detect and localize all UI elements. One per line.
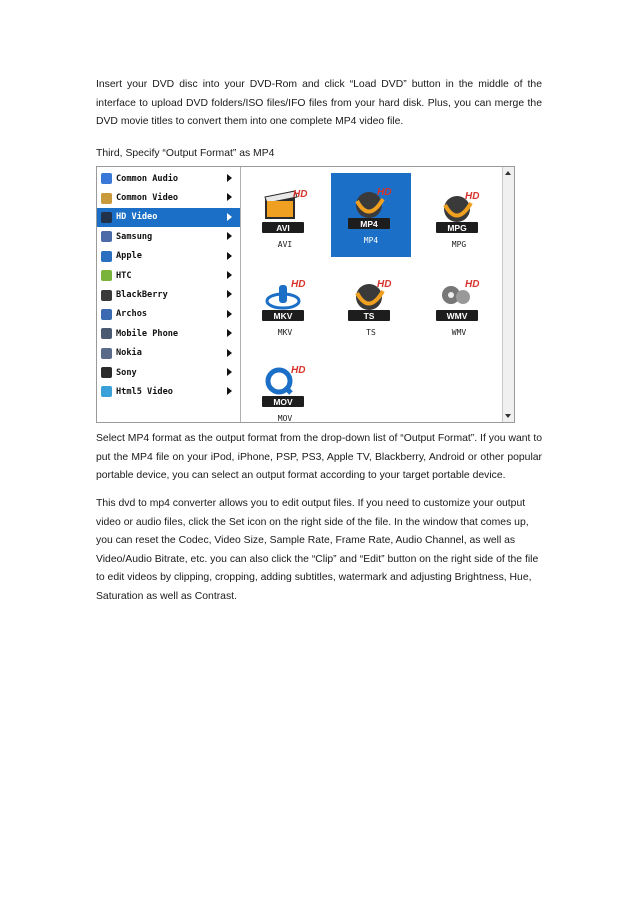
scroll-down-arrow-icon[interactable] [505, 414, 511, 418]
mobile-phone-icon [101, 328, 112, 339]
menu-item-label: Apple [116, 251, 142, 262]
film-reel-icon [433, 187, 485, 237]
chevron-right-icon [227, 387, 232, 395]
format-badge-text: MP4 [360, 219, 378, 229]
menu-item-hd-video[interactable] [97, 208, 240, 227]
output-format-screenshot [96, 166, 515, 423]
format-grid [243, 167, 501, 422]
menu-item-label: HD Video [116, 212, 158, 223]
nokia-icon [101, 348, 112, 359]
projector-reel-icon [433, 275, 485, 325]
chevron-right-icon [227, 349, 232, 357]
scroll-up-arrow-icon[interactable] [505, 171, 511, 175]
menu-item-archos[interactable] [97, 305, 240, 324]
music-note-icon [101, 173, 112, 184]
format-badge-text: MOV [273, 397, 293, 407]
blackberry-icon [101, 290, 112, 301]
chevron-right-icon [227, 174, 232, 182]
phone-icon [101, 231, 112, 242]
menu-item-label: Html5 Video [116, 386, 173, 397]
menu-item-common-audio[interactable] [97, 169, 240, 188]
chevron-right-icon [227, 271, 232, 279]
menu-item-label: HTC [116, 270, 132, 281]
menu-item-sony[interactable] [97, 363, 240, 382]
chevron-right-icon [227, 193, 232, 201]
chevron-right-icon [227, 252, 232, 260]
menu-item-label: Sony [116, 367, 137, 378]
menu-item-html5-video[interactable] [97, 382, 240, 401]
hd-badge: HD [293, 189, 308, 200]
menu-item-label: Mobile Phone [116, 328, 179, 339]
format-mov[interactable] [245, 351, 325, 433]
menu-item-common-video[interactable] [97, 188, 240, 207]
hd-badge: HD [465, 279, 480, 290]
menu-item-label: Nokia [116, 348, 142, 359]
format-category-menu [97, 167, 241, 422]
android-icon [101, 270, 112, 281]
menu-item-label: Archos [116, 309, 148, 320]
menu-item-label: Common Audio [116, 173, 179, 184]
film-reel-icon [345, 183, 397, 233]
vertical-scrollbar[interactable] [502, 167, 514, 422]
format-mpg[interactable] [419, 177, 499, 259]
menu-item-samsung[interactable] [97, 227, 240, 246]
tablet-icon [101, 309, 112, 320]
format-badge-text: MPG [447, 223, 467, 233]
format-badge-text: TS [363, 311, 375, 321]
film-strip-icon [101, 193, 112, 204]
format-mkv[interactable] [245, 265, 325, 347]
menu-item-htc[interactable] [97, 266, 240, 285]
intro-paragraph: Insert your DVD disc into your DVD-Rom and click “Load DVD” button in the middle of the interface to upload DVD folders/ISO files/IFO files from your hard disk. Plus, you can merge the DVD movie titles to convert them into one complete MP4 video file. [96, 79, 542, 127]
hd-badge: HD [465, 191, 480, 202]
matroska-icon [259, 275, 311, 325]
sony-icon [101, 367, 112, 378]
format-badge-text: WMV [446, 311, 468, 321]
select-format-paragraph: Select MP4 format as the output format from the drop-down list of “Output Format”. If you want to put the MP4 file on your iPod, iPhone, PSP, PS3, Apple TV, Blackberry, Android or other popular portable device, you can select an output format according to your target portable device. [96, 433, 542, 481]
format-badge-text: MKV [273, 311, 293, 321]
menu-item-label: Common Video [116, 193, 179, 204]
hd-badge: HD [377, 279, 392, 290]
menu-item-apple[interactable] [97, 247, 240, 266]
step-heading: Third, Specify “Output Format” as MP4 [96, 148, 275, 159]
menu-item-blackberry[interactable] [97, 285, 240, 304]
format-label: MP4 [363, 236, 379, 245]
chevron-right-icon [227, 329, 232, 337]
menu-item-label: BlackBerry [116, 290, 168, 301]
chevron-right-icon [227, 232, 232, 240]
format-label: AVI [277, 240, 293, 249]
format-ts[interactable] [331, 265, 411, 347]
chevron-right-icon [227, 213, 232, 221]
hd-badge: HD [377, 187, 392, 198]
menu-item-label: Samsung [116, 231, 153, 242]
format-mp4[interactable] [331, 173, 411, 257]
format-label: MOV [277, 414, 293, 423]
menu-item-nokia[interactable] [97, 344, 240, 363]
hd-badge: HD [291, 365, 306, 376]
menu-item-mobile-phone[interactable] [97, 324, 240, 343]
html5-icon [101, 386, 112, 397]
format-label: WMV [451, 328, 467, 337]
format-label: MKV [277, 328, 293, 337]
format-avi[interactable] [245, 177, 325, 259]
format-label: TS [366, 328, 376, 337]
clapperboard-icon [259, 187, 311, 237]
hd-badge: HD [291, 279, 306, 290]
chevron-right-icon [227, 290, 232, 298]
format-badge-text: AVI [276, 223, 290, 233]
film-reel-icon [345, 275, 397, 325]
edit-output-paragraph: This dvd to mp4 converter allows you to edit output files. If you need to customize your output video or audio files, click the Set icon on the right side of the file. In the window that comes up, you can reset the Codec, Video Size, Sample Rate, Frame Rate, Audio Channel, as well as Video/Audio Bitrate, etc. you can also click the “Clip” and “Edit” button on the right side of the file to edit videos by clipping, cropping, adding subtitles, watermark and adjusting Brightness, Hue, Saturation as well as Contrast. [96, 498, 539, 602]
hd-icon [101, 212, 112, 223]
apple-icon [101, 251, 112, 262]
format-wmv[interactable] [419, 265, 499, 347]
chevron-right-icon [227, 368, 232, 376]
chevron-right-icon [227, 310, 232, 318]
format-label: MPG [451, 240, 467, 249]
quicktime-icon [259, 361, 311, 411]
